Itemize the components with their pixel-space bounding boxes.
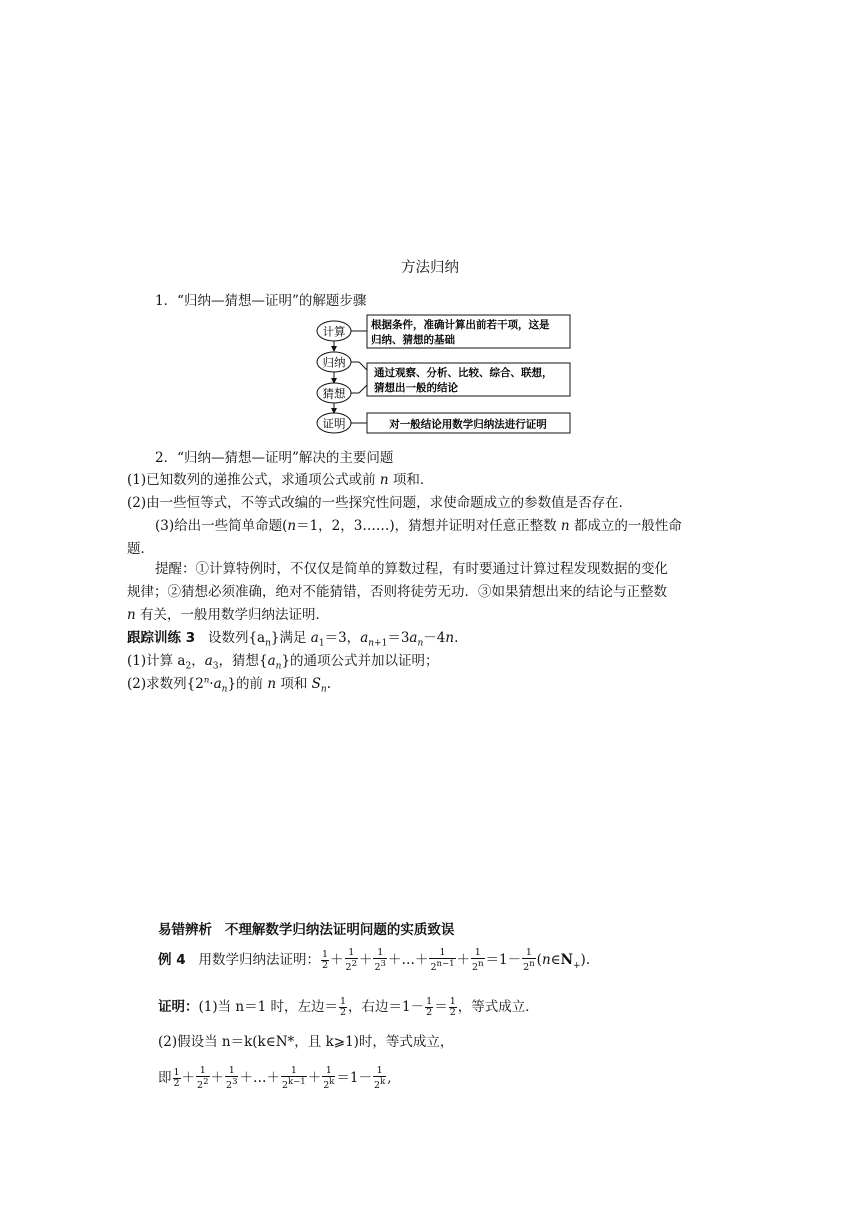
node-guess: 猜想 — [322, 386, 346, 401]
problem-1: (1)已知数列的递推公式，求通项公式或前 n 项和． — [127, 472, 434, 488]
node-calc: 计算 — [322, 324, 346, 339]
box3: 对一般结论用数学归纳法进行证明 — [389, 418, 547, 431]
node-induct: 归纳 — [322, 355, 346, 370]
problem-2: (2)由一些恒等式，不等式改编的一些探究性问题，求使命题成立的参数值是否存在． — [127, 495, 633, 511]
example-4: 例 4 用数学归纳法证明： $\frac{1}{2}$ ＋ $\frac{1}{2^2}$ ＋ $\frac{1}{2^3}$ ＋…＋ $\frac{1}{2^{n-1}}$ ＋ $\frac{1}{2^n}$ ＝1－ $\frac{1}{2^n}$ $(n\in N_+)$. — [158, 947, 591, 974]
method-item-1: 1．“归纳—猜想—证明”的解题步骤 — [155, 293, 367, 309]
tip-line-3: n 有关，一般用数学归纳法证明． — [127, 607, 329, 623]
training-q1: (1)计算 $a_2$，$a_3$，猜想$\{a_n\}$的通项公式并加以证明； — [127, 653, 439, 672]
proof-step-2: (2)假设当 n＝k(k∈N*，且 k⩾1)时，等式成立， — [158, 1034, 454, 1050]
training-q2: (2)求数列$\{2^n\cdot a_n\}$的前 n 项和 $S_n$. — [127, 675, 331, 695]
proof-step-1: 证明：(1)当 n＝1 时，左边＝ $\frac{1}{2}$ ，右边＝1－ $\frac{1}{2}$ ＝ $\frac{1}{2}$ ，等式成立． — [158, 996, 539, 1018]
method-item-2: 2．“归纳—猜想—证明”解决的主要问题 — [155, 450, 394, 466]
problem-3-cont: 题． — [127, 541, 154, 557]
problem-3: (3)给出一些简单命题(n＝1，2，3……)，猜想并证明对任意正整数 n 都成立的一般性命 — [155, 518, 682, 534]
box2-line2: 猜想出一般的结论 — [374, 382, 458, 394]
box2-line1: 通过观察、分析、比较、综合、联想， — [374, 367, 553, 379]
tip-line-2: 规律；②猜想必须准确，绝对不能猜错，否则将徒劳无功．③如果猜想出来的结论与正整数 — [127, 584, 667, 600]
tip-line-1: 提醒：①计算特例时，不仅仅是简单的算数过程，有时要通过计算过程发现数据的变化 — [155, 561, 668, 577]
mistake-heading: 易错辨析 不理解数学归纳法证明问题的实质致误 — [158, 922, 455, 938]
section-title: 方法归纳 — [401, 260, 459, 276]
proof-step-3: 即 $\frac{1}{2}$ ＋ $\frac{1}{2^2}$ ＋ $\frac{1}{2^3}$ ＋…＋ $\frac{1}{2^{k-1}}$ ＋ $\frac{1}{2^k}$ ＝1－ $\frac{1}{2^k}$ , — [158, 1065, 392, 1092]
flow-diagram — [312, 312, 574, 438]
node-prove: 证明 — [322, 416, 346, 431]
box1-line2: 归纳、猜想的基础 — [371, 334, 455, 346]
training-statement: 跟踪训练 3 设数列$\{a_n\}$满足 $a_1=3$，$a_{n+1}=3a_n-4n$. — [127, 630, 459, 649]
box1-line1: 根据条件，准确计算出前若干项，这是 — [371, 319, 550, 331]
